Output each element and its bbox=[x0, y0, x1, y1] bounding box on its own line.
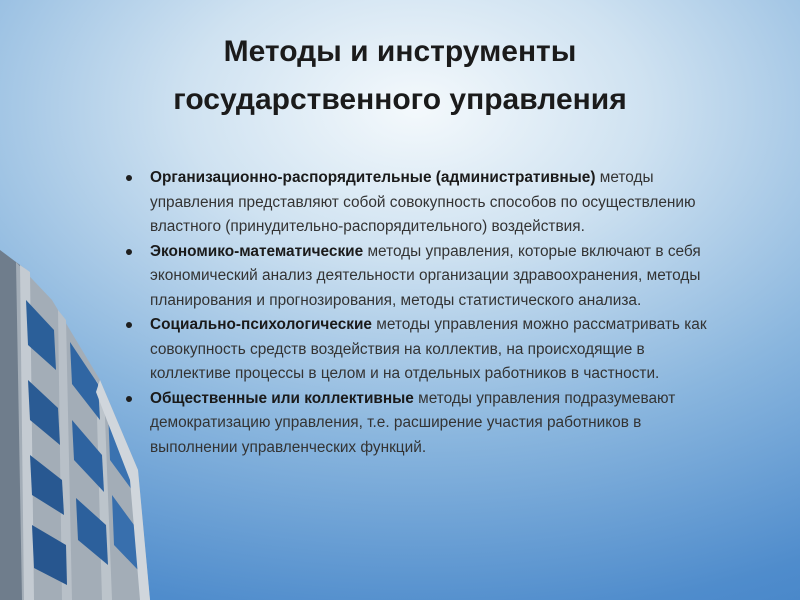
item-body-text: методы управления можно рассматривать как совокупность средств воздействия на коллектив, на происходящие в коллективе процессы в целом и на отдельных работников в частности. bbox=[150, 316, 707, 382]
slide-title bbox=[0, 28, 800, 124]
item-lead-text: Социально-психологические bbox=[150, 316, 372, 333]
item-lead-text: Организационно-распорядительные (административные) bbox=[150, 169, 596, 186]
list-item bbox=[126, 166, 716, 240]
item-body-text: методы управления представляют собой совокупность способов по осуществлению властного (принудительно-распорядительного) воздействия. bbox=[150, 169, 696, 235]
list-item bbox=[126, 387, 716, 461]
item-body-text: методы управления подразумевают демократизацию управления, т.е. расширение участия работников в выполнении управленческих функций. bbox=[150, 389, 676, 456]
item-body-text: методы управления, которые включают в себя экономический анализ деятельности организации здравоохранения, методы планирования и прогнозирования, методы статистического анализа. bbox=[150, 242, 701, 309]
bullet-dot-icon bbox=[126, 249, 132, 255]
bullet-list bbox=[126, 166, 716, 460]
title-line-1: Методы и инструменты bbox=[223, 35, 577, 68]
list-item bbox=[126, 240, 716, 314]
bullet-dot-icon bbox=[126, 396, 132, 402]
bullet-dot-icon bbox=[126, 322, 132, 328]
list-item bbox=[126, 313, 716, 387]
item-lead-text: Экономико-математические bbox=[150, 242, 364, 260]
bullet-dot-icon bbox=[126, 175, 132, 181]
title-line-2: государственного управления bbox=[173, 83, 627, 116]
item-lead-text: Общественные или коллективные bbox=[150, 389, 414, 407]
